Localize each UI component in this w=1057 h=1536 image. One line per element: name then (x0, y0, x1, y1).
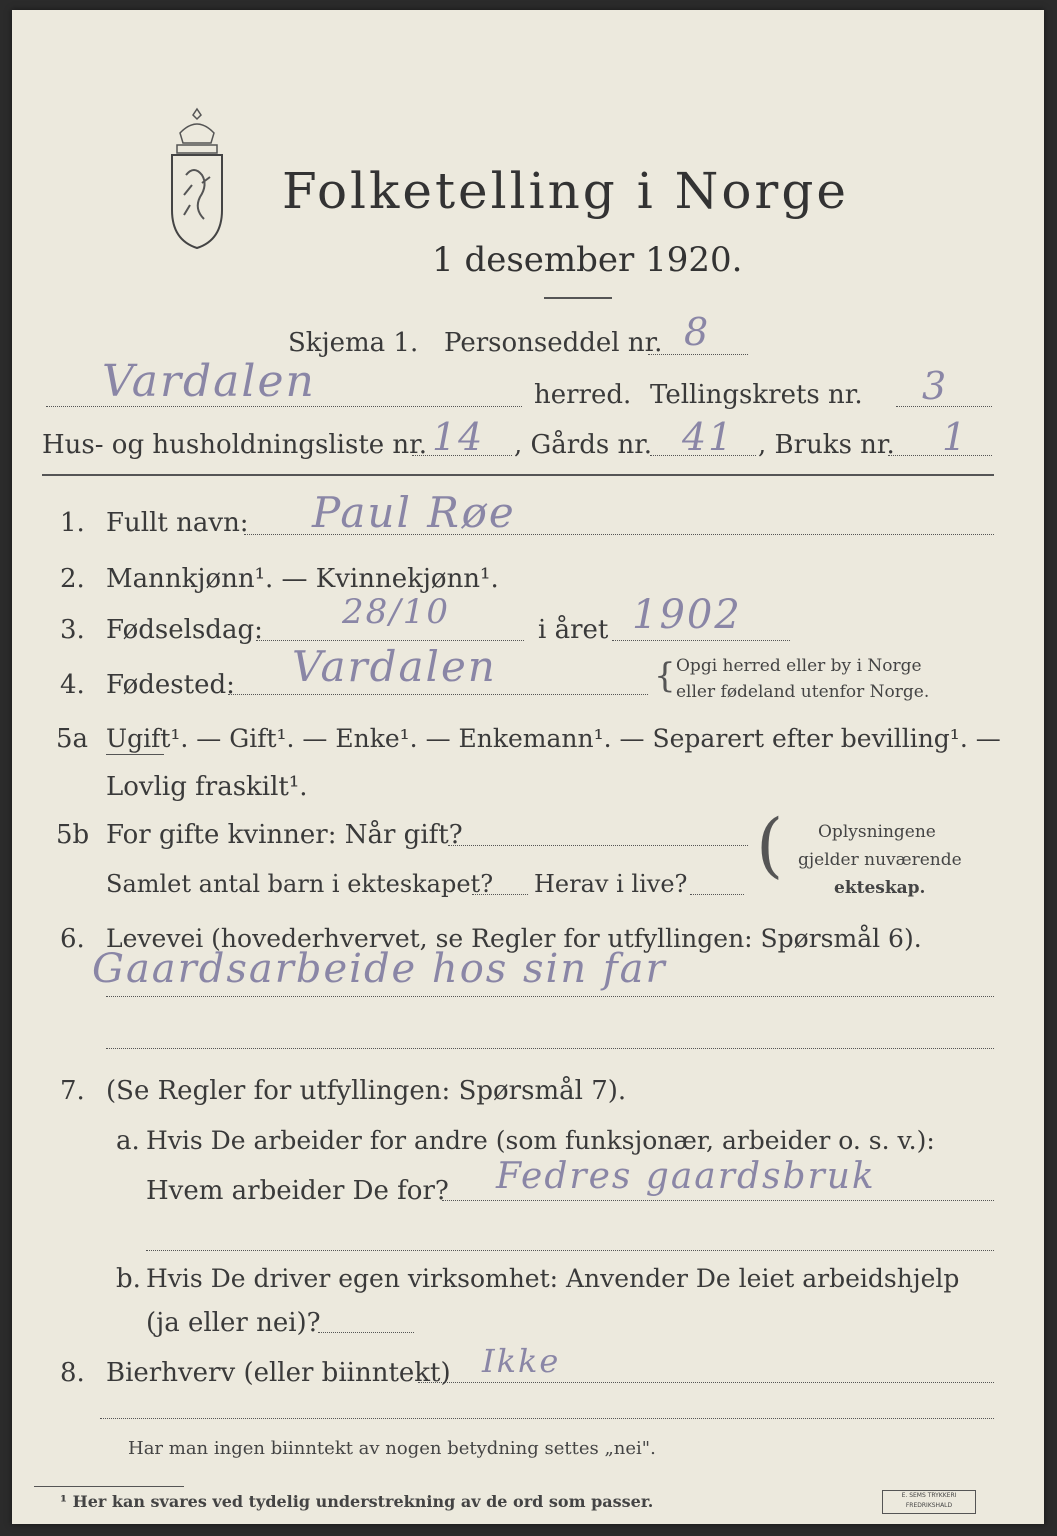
q7a-line-extra (146, 1250, 994, 1251)
q3-day-line (256, 640, 524, 641)
census-date: 1 desember 1920. (432, 240, 743, 280)
q6-label: Levevei (hovederhvervet, se Regler for utfyllingen: Spørsmål 6). (106, 924, 922, 953)
q4-note-1: Opgi herred eller by i Norge (676, 656, 922, 676)
q5b-note-2: gjelder nuværende (798, 850, 962, 870)
q2-number: 2. (60, 564, 85, 594)
q1-number: 1. (60, 508, 85, 538)
q7a-line-2: Hvem arbeider De for? (146, 1176, 449, 1206)
herred-label: herred. (534, 380, 632, 410)
q5b-note-1: Oplysningene (818, 822, 936, 842)
q5b-number: 5b (56, 820, 90, 850)
q3-day-value: 28/10 (342, 592, 450, 632)
form-title: Folketelling i Norge (282, 162, 849, 220)
q5b-alive-label: Herav i live? (534, 870, 688, 898)
q7b-number: b. (116, 1264, 141, 1294)
footnote-divider (34, 1486, 184, 1487)
q1-value: Paul Røe (312, 488, 516, 537)
hus-value: 14 (432, 415, 485, 459)
q6-number: 6. (60, 924, 85, 954)
footer-note: Har man ingen biinntekt av nogen betydning settes „nei". (128, 1438, 656, 1459)
tellingskrets-value: 3 (922, 364, 949, 408)
q3-year-label: i året (538, 615, 609, 645)
q4-note-2: eller fødeland utenfor Norge. (676, 682, 930, 702)
q8-line-extra (100, 1418, 994, 1419)
q3-label: Fødselsdag: (106, 615, 263, 645)
census-form (12, 10, 1044, 1524)
q7b-line-2: (ja eller nei)? (146, 1308, 321, 1338)
title-divider (544, 297, 612, 299)
q8-number: 8. (60, 1358, 85, 1388)
bruks-value: 1 (942, 415, 969, 459)
q7a-line-1: Hvis De arbeider for andre (som funksjonær, arbeider o. s. v.): (146, 1126, 935, 1155)
q7b-line (318, 1332, 414, 1333)
q7-label: (Se Regler for utfyllingen: Spørsmål 7). (106, 1076, 627, 1106)
q5a-line-1: Ugift¹. — Gift¹. — Enke¹. — Enkemann¹. — Separert efter bevilling¹. — (106, 724, 1001, 753)
q6-line-1 (106, 996, 994, 997)
q5b-note-3: ekteskap. (834, 878, 926, 898)
printer-stamp: E. SEMS TRYKKERI FREDRIKSHALD (882, 1490, 976, 1514)
personseddel-line (648, 354, 748, 355)
q4-line (228, 694, 648, 695)
coat-of-arms-icon (162, 105, 232, 255)
q1-label: Fullt navn: (106, 508, 249, 538)
hus-label: Hus- og husholdningsliste nr. (42, 430, 428, 460)
skjema-label: Skjema 1. (288, 328, 419, 358)
q7-number: 7. (60, 1076, 85, 1106)
q7a-number: a. (116, 1126, 140, 1156)
bruks-label: , Bruks nr. (758, 430, 895, 460)
q5b-brace: ( (756, 804, 784, 886)
personseddel-label: Personseddel nr. (444, 328, 663, 358)
q4-brace: { (654, 656, 676, 696)
footnote: ¹ Her kan svares ved tydelig understrekning av de ord som passer. (60, 1492, 654, 1511)
q8-label: Bierhverv (eller biinntekt) (106, 1358, 451, 1388)
q3-year-line (612, 640, 790, 641)
q3-number: 3. (60, 615, 85, 645)
q5b-alive-line (690, 894, 744, 895)
bruks-line (888, 455, 992, 456)
q7a-value: Fedres gaardsbruk (496, 1156, 876, 1197)
personseddel-value: 8 (684, 310, 711, 354)
q8-value: Ikke (482, 1342, 561, 1380)
q5b-children-line (472, 894, 528, 895)
tellingskrets-label: Tellingskrets nr. (650, 380, 863, 410)
gards-label: , Gårds nr. (514, 430, 653, 460)
q2-label: Mannkjønn¹. — Kvinnekjønn¹. (106, 564, 499, 594)
q5b-children-label: Samlet antal barn i ekteskapet? (106, 870, 494, 898)
q5b-line-1: For gifte kvinner: Når gift? (106, 820, 463, 850)
q4-value: Vardalen (292, 642, 497, 691)
q5a-line-2: Lovlig fraskilt¹. (106, 772, 308, 802)
header-divider (42, 474, 994, 476)
q5b-married-line (448, 845, 748, 846)
herred-value: Vardalen (102, 356, 316, 407)
q4-label: Fødested: (106, 670, 235, 700)
q6-line-2 (106, 1048, 994, 1049)
gards-value: 41 (682, 415, 735, 459)
q4-number: 4. (60, 670, 85, 700)
q5a-underline-ugift (106, 754, 164, 755)
q3-year-value: 1902 (632, 592, 742, 638)
q5a-number: 5a (56, 724, 89, 754)
q7a-line (442, 1200, 994, 1201)
q6-value: Gaardsarbeide hos sin far (92, 946, 667, 992)
q8-line (418, 1382, 994, 1383)
q7b-line-1: Hvis De driver egen virksomhet: Anvender De leiet arbeidshjelp (146, 1264, 960, 1293)
